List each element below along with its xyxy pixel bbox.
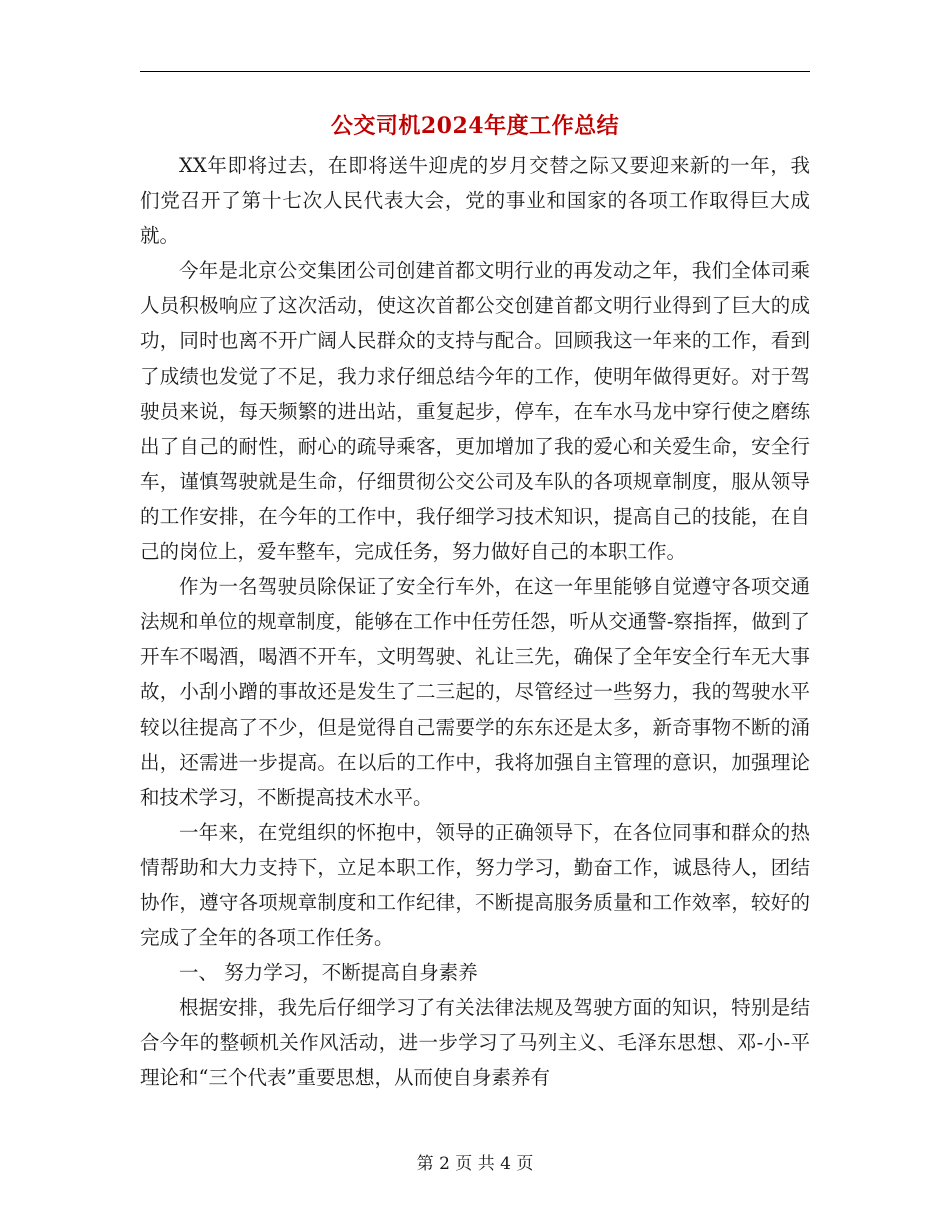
paragraph-safe-driving: 作为一名驾驶员除保证了安全行车外，在这一年里能够自觉遵守各项交通法规和单位的规章制度，能够在工作中任劳任怨，听从交通警-察指挥，做到了开车不喝酒，喝酒不开车，文明驾驶、礼让三先，确保了全年安全行车无大事故，小刮小蹭的事故还是发生了二三起的，尽管经过一些努力，我的驾驶水平较以往提高了不少，但是觉得自己需要学的东东还是太多，新奇事物不断的涌出，还需进一步提高。在以后的工作中，我将加强自主管理的意识，加强理论和技术学习，不断提高技术水平。	[140, 575, 810, 809]
header-rule	[140, 71, 810, 72]
page-number: 第 2 页 共 4 页	[416, 1154, 534, 1174]
document-title: 公交司机2024年度工作总结	[330, 113, 620, 139]
section-heading-study: 一、 努力学习，不断提高自身素养	[179, 961, 478, 985]
paragraph-civilized-industry: 今年是北京公交集团公司创建首都文明行业的再发动之年，我们全体司乘人员积极响应了这次活动，使这次首都公交创建首都文明行业得到了巨大的成功，同时也离不开广阔人民群众的支持与配合。回顾我这一年来的工作，看到了成绩也发觉了不足，我力求仔细总结今年的工作，使明年做得更好。对于驾驶员来说，每天频繁的进出站，重复起步，停车，在车水马龙中穿行使之磨练出了自己的耐性，耐心的疏导乘客，更加增加了我的爱心和关爱生命，安全行车，谨慎驾驶就是生命，仔细贯彻公交公司及车队的各项规章制度，服从领导的工作安排，在今年的工作中，我仔细学习技术知识，提高自己的技能，在自己的岗位上，爱车整车，完成任务，努力做好自己的本职工作。	[140, 259, 810, 564]
paragraph-study: 根据安排，我先后仔细学习了有关法律法规及驾驶方面的知识，特别是结合今年的整顿机关作风活动，进一步学习了马列主义、毛泽东思想、邓-小-平理论和“三个代表”重要思想，从而使自身素养有	[140, 996, 810, 1090]
paragraph-year-review: 一年来，在党组织的怀抱中，领导的正确领导下，在各位同事和群众的热情帮助和大力支持下，立足本职工作，努力学习，勤奋工作，诚恳待人，团结协作，遵守各项规章制度和工作纪律，不断提高服务质量和工作效率，较好的完成了全年的各项工作任务。	[140, 820, 810, 950]
document-body	[140, 148, 810, 1096]
paragraph-intro: XX年即将过去，在即将送牛迎虎的岁月交替之际又要迎来新的一年，我们党召开了第十七次人民代表大会，党的事业和国家的各项工作取得巨大成就。	[140, 154, 810, 248]
